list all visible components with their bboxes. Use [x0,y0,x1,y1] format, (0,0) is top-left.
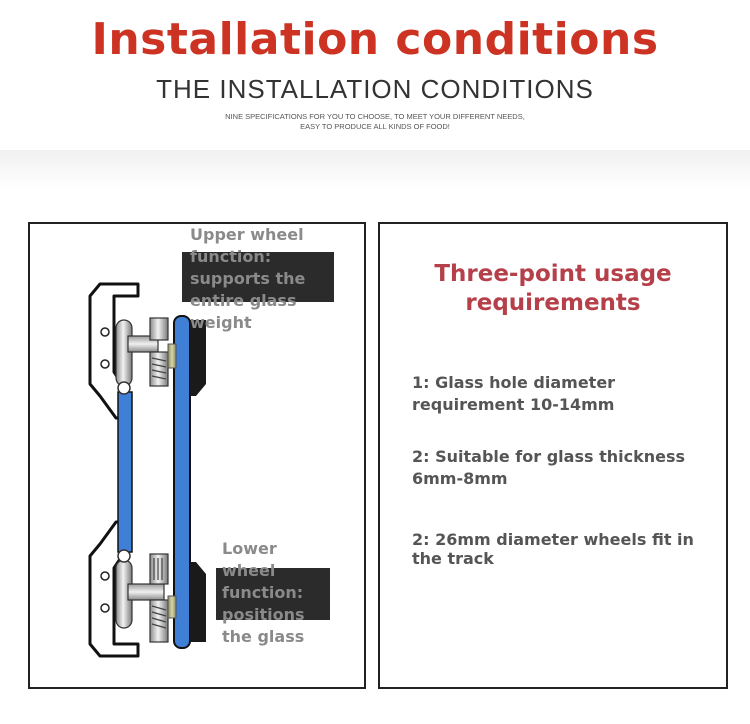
lower-clamp-pad-icon [190,562,206,642]
requirement-item-1: 1: Glass hole diameter requirement 10-14mm [412,373,616,414]
upper-wheel-label: Upper wheel function: supports the entire glass weight [190,225,306,332]
page-title: Installation conditions [91,14,659,65]
requirement-item-2: 2: Suitable for glass thickness 6mm-8mm [412,447,686,488]
tagline-line-1: NINE SPECIFICATIONS FOR YOU TO CHOOSE, TO MEET YOUR DIFFERENT NEEDS, [225,112,525,121]
diagram-panel [28,222,366,689]
header [0,0,750,165]
page-subtitle: THE INSTALLATION CONDITIONS [156,74,594,104]
glass-panel-left [118,392,132,552]
lower-wheel-label: Lower wheel function: positions the glass [222,539,305,646]
requirement-item-3: 2: 26mm diameter wheels fit in the track [412,530,694,568]
header-shadow [0,150,750,190]
requirements-title: Three-point usage requirements [434,261,672,316]
requirements-panel [378,222,728,689]
tagline-line-2: EASY TO PRODUCE ALL KINDS OF FOOD! [300,122,450,131]
tagline [0,112,750,132]
